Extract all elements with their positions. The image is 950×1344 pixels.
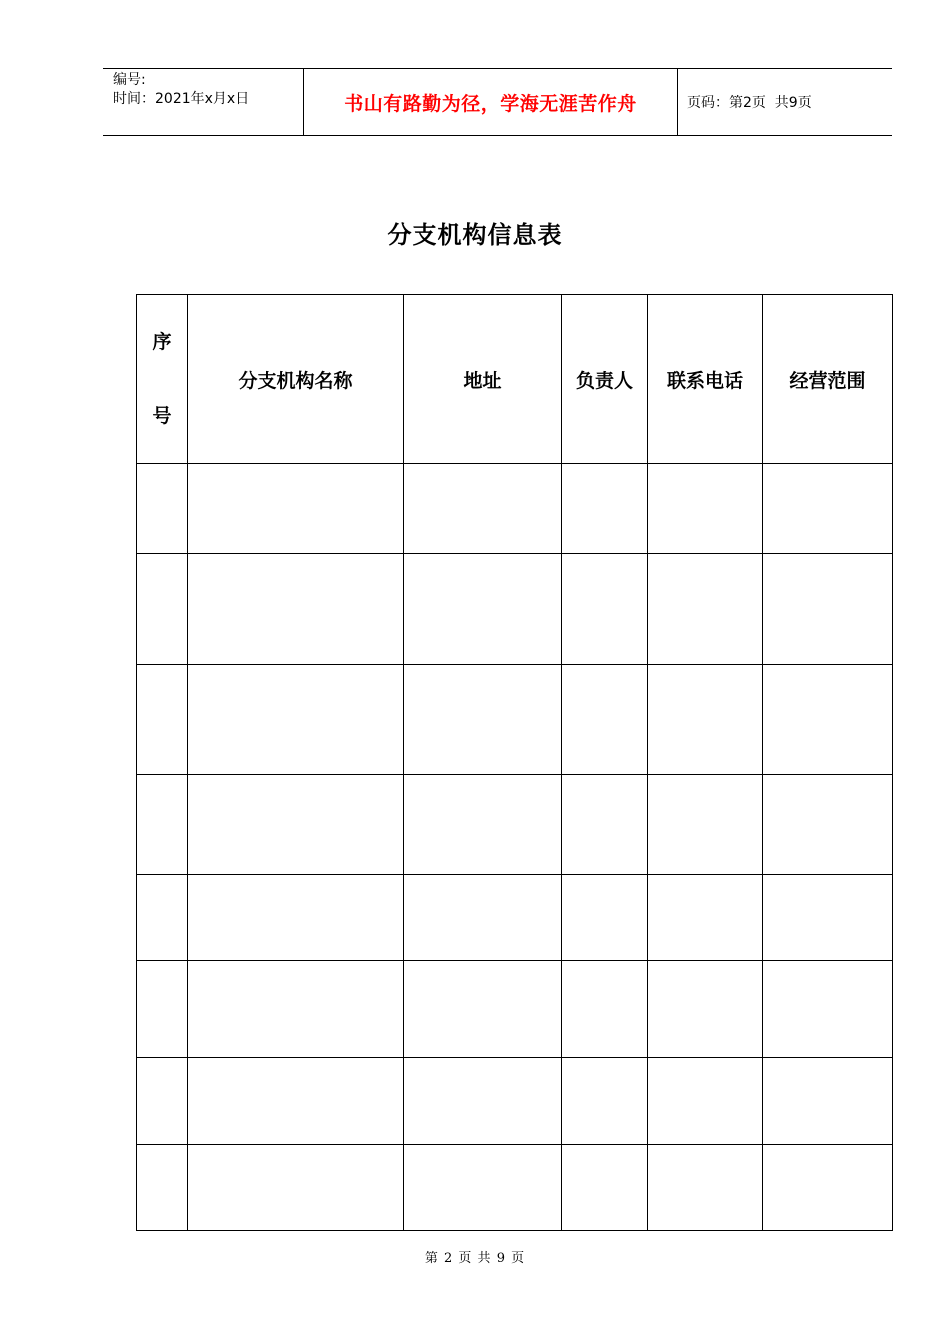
header-motto: 书山有路勤为径，学海无涯苦作舟: [304, 69, 678, 135]
cell-sequence: [137, 1145, 188, 1231]
number-label: 编号:: [113, 72, 146, 88]
cell-address: [404, 775, 562, 875]
cell-phone: [648, 1058, 763, 1145]
cell-business-scope: [763, 775, 893, 875]
cell-phone: [648, 961, 763, 1058]
cell-branch-name: [188, 961, 404, 1058]
cell-phone: [648, 665, 763, 775]
sequence-header-top: 序: [152, 331, 172, 353]
cell-sequence: [137, 464, 188, 554]
cell-address: [404, 875, 562, 961]
header-page-info: [678, 69, 892, 135]
table-row: [137, 775, 893, 875]
cell-branch-name: [188, 464, 404, 554]
cell-business-scope: [763, 875, 893, 961]
cell-person-in-charge: [562, 1145, 648, 1231]
column-header-business-scope: 经营范围: [763, 295, 893, 464]
cell-person-in-charge: [562, 554, 648, 665]
cell-person-in-charge: [562, 775, 648, 875]
table-row: [137, 961, 893, 1058]
cell-address: [404, 961, 562, 1058]
document-title: 分支机构信息表: [387, 221, 563, 249]
table-body: [137, 464, 893, 1231]
sequence-header-bottom: 号: [152, 405, 172, 427]
table-row: [137, 875, 893, 961]
cell-address: [404, 554, 562, 665]
cell-branch-name: [188, 875, 404, 961]
page-footer: 第 2 页 共 9 页: [424, 1251, 526, 1266]
cell-sequence: [137, 554, 188, 665]
cell-person-in-charge: [562, 665, 648, 775]
table-row: [137, 1145, 893, 1231]
cell-person-in-charge: [562, 1058, 648, 1145]
column-header-branch-name: 分支机构名称: [188, 295, 404, 464]
cell-sequence: [137, 1058, 188, 1145]
cell-person-in-charge: [562, 961, 648, 1058]
table-header-row: [137, 295, 893, 464]
column-header-address: 地址: [404, 295, 562, 464]
cell-address: [404, 1058, 562, 1145]
column-header-sequence: [137, 295, 188, 464]
cell-sequence: [137, 775, 188, 875]
table-row: [137, 1058, 893, 1145]
cell-branch-name: [188, 775, 404, 875]
page-header: [103, 68, 892, 136]
branch-info-table: [136, 294, 893, 1231]
cell-sequence: [137, 961, 188, 1058]
page-info-text: 页码：第2页 共9页: [687, 95, 812, 111]
table-row: [137, 464, 893, 554]
table-row: [137, 665, 893, 775]
cell-sequence: [137, 665, 188, 775]
cell-business-scope: [763, 1145, 893, 1231]
cell-phone: [648, 1145, 763, 1231]
cell-sequence: [137, 875, 188, 961]
cell-phone: [648, 875, 763, 961]
column-header-person-in-charge: 负责人: [562, 295, 648, 464]
column-header-phone: 联系电话: [648, 295, 763, 464]
cell-business-scope: [763, 554, 893, 665]
cell-branch-name: [188, 554, 404, 665]
cell-address: [404, 464, 562, 554]
table-row: [137, 554, 893, 665]
cell-business-scope: [763, 464, 893, 554]
cell-phone: [648, 464, 763, 554]
cell-phone: [648, 554, 763, 665]
cell-branch-name: [188, 665, 404, 775]
cell-person-in-charge: [562, 875, 648, 961]
cell-business-scope: [763, 665, 893, 775]
cell-business-scope: [763, 1058, 893, 1145]
time-label: 时间：2021年x月x日: [113, 91, 250, 107]
cell-branch-name: [188, 1145, 404, 1231]
header-meta: [103, 69, 304, 135]
cell-address: [404, 665, 562, 775]
cell-address: [404, 1145, 562, 1231]
cell-branch-name: [188, 1058, 404, 1145]
cell-phone: [648, 775, 763, 875]
cell-person-in-charge: [562, 464, 648, 554]
cell-business-scope: [763, 961, 893, 1058]
